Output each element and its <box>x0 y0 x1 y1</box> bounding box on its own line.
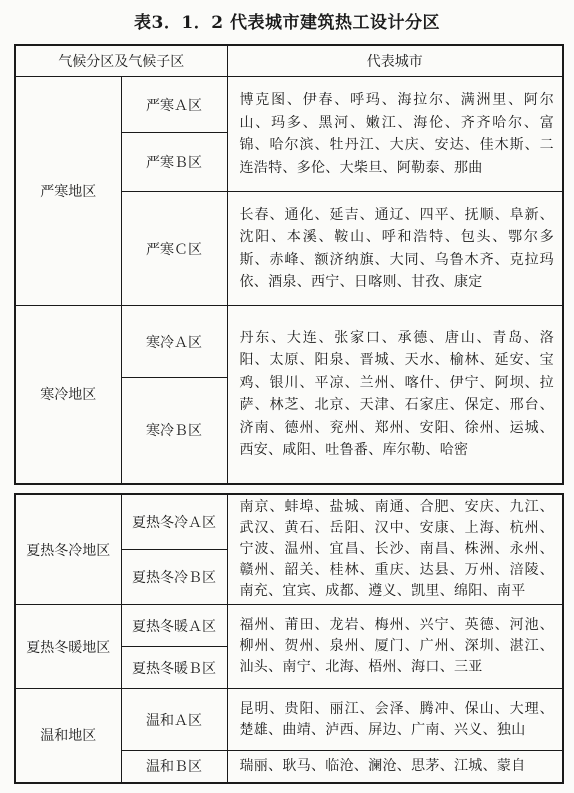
table-row <box>15 306 563 378</box>
table-row <box>15 605 563 647</box>
subzone-hsww-a: 夏热冬暖Ａ区 <box>121 605 227 647</box>
zone-temperate: 温和地区 <box>15 689 121 783</box>
cities-hot-summer-cold-winter: 南京、蚌埠、盐城、南通、合肥、安庆、九江、武汉、黄石、岳阳、汉中、安康、上海、杭州、宁波、温州、宜昌、长沙、南昌、株洲、永州、赣州、韶关、桂林、重庆、达县、万州、涪陵、南充、宜宾、成都、遵义、凯里、绵阳、南平 <box>227 494 563 605</box>
cities-severe-cold-c: 长春、通化、延吉、通辽、四平、抚顺、阜新、沈阳、本溪、鞍山、呼和浩特、包头、鄂尔多斯、赤峰、额济纳旗、大同、乌鲁木齐、克拉玛依、酒泉、西宁、日喀则、甘孜、康定 <box>227 192 563 306</box>
table-row <box>15 494 563 549</box>
climate-zone-table-lower <box>14 493 564 784</box>
cities-temperate-a: 昆明、贵阳、丽江、会泽、腾冲、保山、大理、楚雄、曲靖、泸西、屏边、广南、兴义、独山 <box>227 689 563 751</box>
header-zone: 气候分区及气候子区 <box>15 45 227 77</box>
cities-hot-summer-warm-winter: 福州、莆田、龙岩、梅州、兴宁、英德、河池、柳州、贺州、泉州、厦门、广州、深圳、湛江、汕头、南宁、北海、梧州、海口、三亚 <box>227 605 563 689</box>
cities-severe-cold-ab: 博克图、伊春、呼玛、海拉尔、满洲里、阿尔山、玛多、黑河、嫩江、海伦、齐齐哈尔、富锦、哈尔滨、牡丹江、大庆、安达、佳木斯、二连浩特、多伦、大柴旦、阿勒泰、那曲 <box>227 77 563 192</box>
subzone-severe-cold-c: 严寒Ｃ区 <box>121 192 227 306</box>
table-header-row <box>15 45 563 77</box>
header-cities: 代表城市 <box>227 45 563 77</box>
subzone-hsww-b: 夏热冬暖Ｂ区 <box>121 647 227 689</box>
table-row <box>15 689 563 751</box>
zone-severe-cold: 严寒地区 <box>15 77 121 306</box>
subzone-hscw-b: 夏热冬冷Ｂ区 <box>121 549 227 604</box>
zone-hot-summer-warm-winter: 夏热冬暖地区 <box>15 605 121 689</box>
climate-zone-table-upper <box>14 44 564 485</box>
zone-hot-summer-cold-winter: 夏热冬冷地区 <box>15 494 121 605</box>
cities-cold: 丹东、大连、张家口、承德、唐山、青岛、洛阳、太原、阳泉、晋城、天水、榆林、延安、宝鸡、银川、平凉、兰州、喀什、伊宁、阿坝、拉萨、林芝、北京、天津、石家庄、保定、邢台、济南、德州、兖州、郑州、安阳、徐州、运城、西安、咸阳、吐鲁番、库尔勒、哈密 <box>227 306 563 484</box>
zone-cold: 寒冷地区 <box>15 306 121 484</box>
subzone-severe-cold-b: 严寒Ｂ区 <box>121 133 227 192</box>
subzone-temperate-a: 温和Ａ区 <box>121 689 227 751</box>
subzone-hscw-a: 夏热冬冷Ａ区 <box>121 494 227 549</box>
subzone-temperate-b: 温和Ｂ区 <box>121 751 227 783</box>
subzone-cold-a: 寒冷Ａ区 <box>121 306 227 378</box>
subzone-severe-cold-a: 严寒Ａ区 <box>121 77 227 133</box>
subzone-cold-b: 寒冷Ｂ区 <box>121 378 227 484</box>
table-row <box>15 77 563 133</box>
cities-temperate-b: 瑞丽、耿马、临沧、澜沧、思茅、江城、蒙自 <box>227 751 563 783</box>
table-title: 表3．1．2 代表城市建筑热工设计分区 <box>134 13 440 33</box>
